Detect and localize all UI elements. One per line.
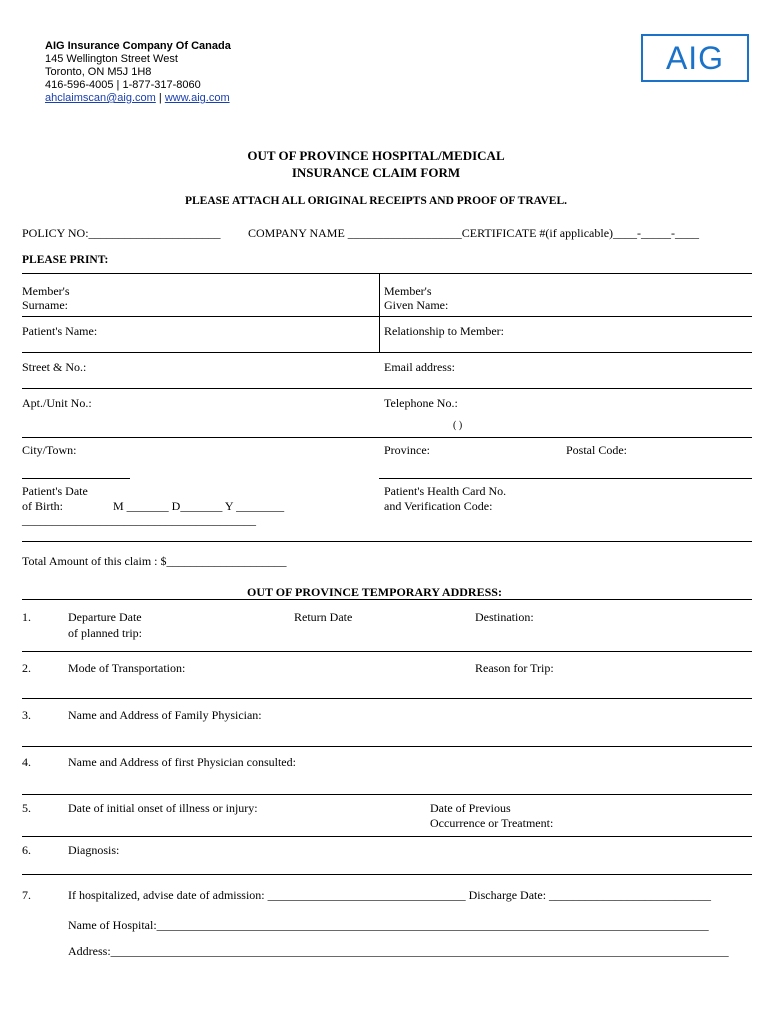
temp-section-rule: [22, 599, 752, 600]
please-print-label: PLEASE PRINT:: [22, 254, 109, 266]
telephone-label: Telephone No.:: [384, 396, 458, 410]
email-label: Email address:: [384, 360, 455, 374]
item-1-number: 1.: [22, 610, 31, 624]
item-1-rule: [22, 651, 752, 652]
item-2-number: 2.: [22, 661, 31, 675]
apt-label: Apt./Unit No.:: [22, 396, 92, 410]
departure-date-label-2: of planned trip:: [68, 626, 142, 640]
reason-for-trip-label: Reason for Trip:: [475, 661, 554, 675]
previous-occurrence-label-1: Date of Previous: [430, 801, 511, 815]
company-city: Toronto, ON M5J 1H8: [45, 66, 152, 78]
item-4-number: 4.: [22, 755, 31, 769]
dob-label-2: of Birth:: [22, 499, 63, 513]
hospital-name-field[interactable]: Name of Hospital:____________________________________________________________________________________________: [68, 918, 709, 932]
row-rule-6: [22, 541, 752, 542]
column-divider-upper: [379, 273, 380, 353]
item-6-number: 6.: [22, 843, 31, 857]
first-physician-label: Name and Address of first Physician consulted:: [68, 755, 296, 769]
province-label: Province:: [384, 443, 430, 457]
company-street: 145 Wellington Street West: [45, 53, 178, 65]
instruction-text: PLEASE ATTACH ALL ORIGINAL RECEIPTS AND PROOF OF TRAVEL.: [184, 195, 568, 207]
item-3-number: 3.: [22, 708, 31, 722]
company-phones: 416-596-4005 | 1-877-317-8060: [45, 79, 201, 91]
transportation-label: Mode of Transportation:: [68, 661, 186, 675]
total-amount-field[interactable]: Total Amount of this claim : $____________________: [22, 554, 287, 568]
health-card-label-1: Patient's Health Card No.: [384, 484, 507, 498]
patient-name-label: Patient's Name:: [22, 324, 98, 338]
item-3-rule: [22, 746, 752, 747]
row-rule-3: [22, 388, 752, 389]
telephone-parens: ( ): [453, 420, 463, 431]
hospital-address-field[interactable]: Address:_______________________________________________________________________________________________________: [68, 944, 729, 958]
relationship-label: Relationship to Member:: [384, 324, 504, 338]
departure-date-label-1: Departure Date: [68, 610, 142, 624]
item-5-number: 5.: [22, 801, 31, 815]
company-certificate-field[interactable]: COMPANY NAME ___________________CERTIFICATE #(if applicable)____-_____-____: [248, 226, 700, 240]
company-name: AIG Insurance Company Of Canada: [45, 40, 231, 52]
website-link[interactable]: www.aig.com: [164, 92, 230, 104]
return-date-label: Return Date: [294, 610, 353, 624]
street-label: Street & No.:: [22, 360, 87, 374]
member-surname-label-1: Member's: [22, 284, 70, 298]
aig-logo: [641, 34, 749, 82]
row-rule-2: [22, 352, 752, 353]
city-label: City/Town:: [22, 443, 77, 457]
diagnosis-label: Diagnosis:: [68, 843, 120, 857]
admission-discharge-field[interactable]: If hospitalized, advise date of admission: _________________________________ Discharge Date: ___________________________: [68, 888, 712, 902]
table-top-rule: [22, 273, 752, 274]
item-2-rule: [22, 698, 752, 699]
row-rule-4: [22, 437, 752, 438]
item-6-rule: [22, 874, 752, 875]
member-given-label-1: Member's: [384, 284, 432, 298]
health-card-label-2: and Verification Code:: [384, 499, 493, 513]
link-separator: |: [155, 92, 165, 104]
logo-text: AIG: [665, 39, 725, 76]
item-5-rule: [22, 836, 752, 837]
row-rule-5b: [379, 478, 752, 479]
previous-occurrence-label-2: Occurrence or Treatment:: [430, 816, 554, 830]
form-title-line1: OUT OF PROVINCE HOSPITAL/MEDICAL: [247, 148, 505, 163]
form-title-line2: INSURANCE CLAIM FORM: [291, 165, 461, 180]
member-given-label-2: Given Name:: [384, 298, 449, 312]
destination-label: Destination:: [475, 610, 534, 624]
email-link[interactable]: ahclaimscan@aig.com: [45, 92, 156, 104]
onset-date-label: Date of initial onset of illness or injury:: [68, 801, 258, 815]
dob-underline: _______________________________________: [22, 513, 256, 527]
item-7-number: 7.: [22, 888, 31, 902]
item-4-rule: [22, 794, 752, 795]
row-rule-1: [22, 316, 752, 317]
row-rule-5a: [22, 478, 130, 479]
dob-label-1: Patient's Date: [22, 484, 88, 498]
dob-fields[interactable]: M _______ D_______ Y ________: [113, 499, 285, 513]
postal-code-label: Postal Code:: [566, 443, 628, 457]
policy-no-field[interactable]: POLICY NO:______________________: [22, 226, 221, 240]
family-physician-label: Name and Address of Family Physician:: [68, 708, 262, 722]
company-links: [45, 92, 230, 105]
temp-address-heading: OUT OF PROVINCE TEMPORARY ADDRESS:: [247, 585, 502, 599]
member-surname-label-2: Surname:: [22, 298, 68, 312]
